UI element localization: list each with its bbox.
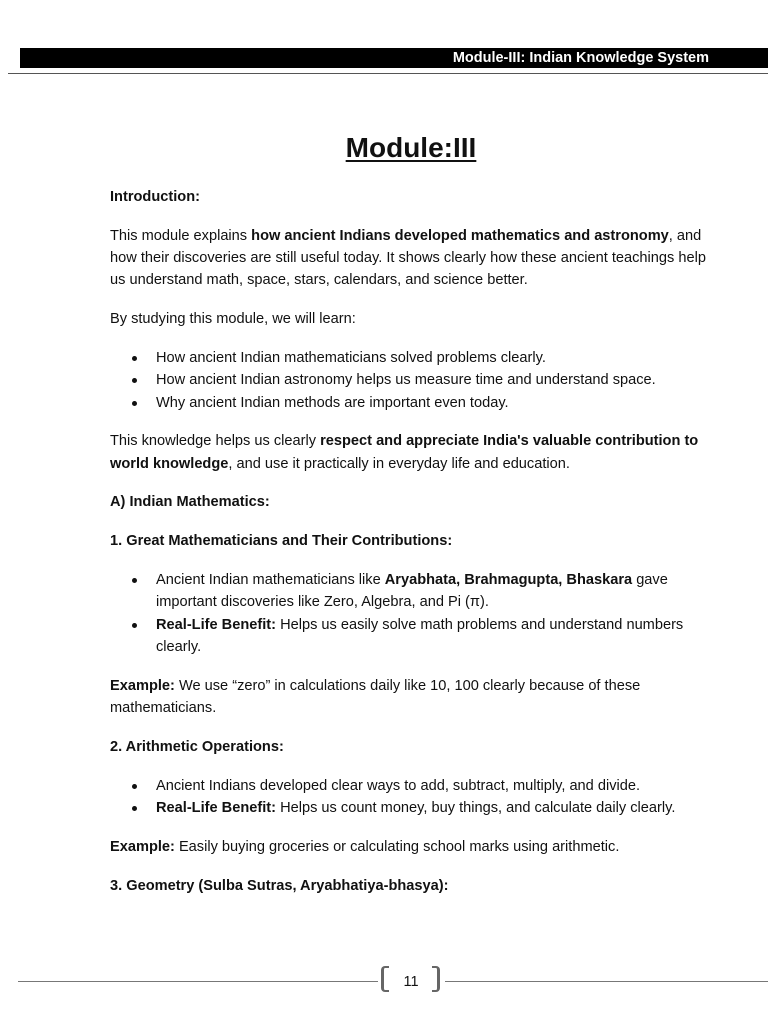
sub2-b2-text: Helps us count money, buy things, and calculate daily clearly.	[276, 799, 676, 816]
sub2-b2-label: Real-Life Benefit:	[156, 799, 277, 816]
running-header-title: Module-III: Indian Knowledge System	[452, 50, 709, 66]
bullet-icon	[132, 378, 137, 383]
sub1-example-label: Example:	[110, 677, 175, 694]
intro-heading: Introduction:	[110, 189, 200, 205]
list-item-text: How ancient Indian astronomy helps us measure time and understand space.	[156, 372, 656, 389]
sub2-b1-text: Ancient Indians developed clear ways to add, subtract, multiply, and divide.	[156, 777, 641, 794]
running-header	[20, 48, 768, 68]
sub1-b1-bold: Aryabhata, Brahmagupta, Bhaskara	[384, 572, 633, 589]
sub1-b2-label: Real-Life Benefit:	[156, 616, 277, 633]
sub1-b1-text-b: gave important discoveries like Zero, Algebra, and Pi (π).	[156, 572, 668, 611]
subsection-1-example	[110, 675, 720, 720]
page-title: Module:III	[345, 132, 477, 163]
list-item-text: Why ancient Indian methods are important even today.	[156, 394, 509, 411]
subsection-2-example	[110, 836, 720, 858]
list-item	[110, 775, 720, 797]
list-item	[110, 569, 720, 614]
subsection-3-heading: 3. Geometry (Sulba Sutras, Aryabhatiya-bhasya):	[110, 877, 449, 894]
subsection-1-heading: 1. Great Mathematicians and Their Contributions:	[110, 533, 453, 550]
intro-p1-text-b: , and how their discoveries are still useful today. It shows clearly how these ancient teachings help us understand math, space, stars, calendars, and science better.	[110, 227, 706, 289]
intro-bullet-list	[110, 347, 720, 414]
sub1-example-text: We use “zero” in calculations daily like 10, 100 clearly because of these mathematicians.	[110, 677, 641, 717]
bullet-icon	[132, 784, 137, 789]
intro-p1-text-a: This module explains	[110, 227, 252, 244]
page-number: 11	[403, 974, 419, 990]
bullet-icon	[132, 578, 137, 583]
footer-divider-left	[18, 981, 378, 982]
sub1-b2-text: Helps us easily solve math problems and understand numbers clearly.	[156, 616, 684, 655]
section-a-heading: A) Indian Mathematics:	[110, 494, 270, 511]
sub1-b1-text-a: Ancient Indian mathematicians like	[156, 572, 385, 589]
subsection-2-heading: 2. Arithmetic Operations:	[110, 738, 284, 755]
intro-p3-bold: respect and appreciate India's valuable contribution to world knowledge	[110, 433, 699, 472]
list-item	[110, 614, 720, 659]
bullet-icon	[132, 623, 137, 628]
intro-p3-text-a: This knowledge helps us clearly	[110, 433, 321, 450]
subsection-1-bullet-list	[110, 569, 720, 658]
bullet-icon	[132, 806, 137, 811]
intro-paragraph-1	[110, 225, 720, 292]
intro-p3-text-b: , and use it practically in everyday life and education.	[228, 455, 570, 472]
header-divider	[8, 73, 768, 74]
list-item	[110, 369, 720, 391]
list-item	[110, 347, 720, 369]
right-bracket-icon	[432, 966, 440, 992]
list-item-text: How ancient Indian mathematicians solved problems clearly.	[156, 349, 546, 366]
list-item	[110, 797, 720, 819]
left-bracket-icon	[381, 966, 389, 992]
bullet-icon	[132, 356, 137, 361]
bullet-icon	[132, 401, 137, 406]
sub2-example-label: Example:	[110, 838, 175, 855]
page-content	[110, 186, 720, 913]
intro-paragraph-3	[110, 430, 720, 475]
sub2-example-text: Easily buying groceries or calculating school marks using arithmetic.	[174, 838, 620, 855]
intro-paragraph-2: By studying this module, we will learn:	[110, 311, 356, 328]
footer-divider-right	[445, 981, 768, 982]
subsection-2-bullet-list	[110, 775, 720, 820]
intro-p1-bold: how ancient Indians developed mathematics and astronomy	[251, 227, 669, 244]
list-item	[110, 392, 720, 414]
